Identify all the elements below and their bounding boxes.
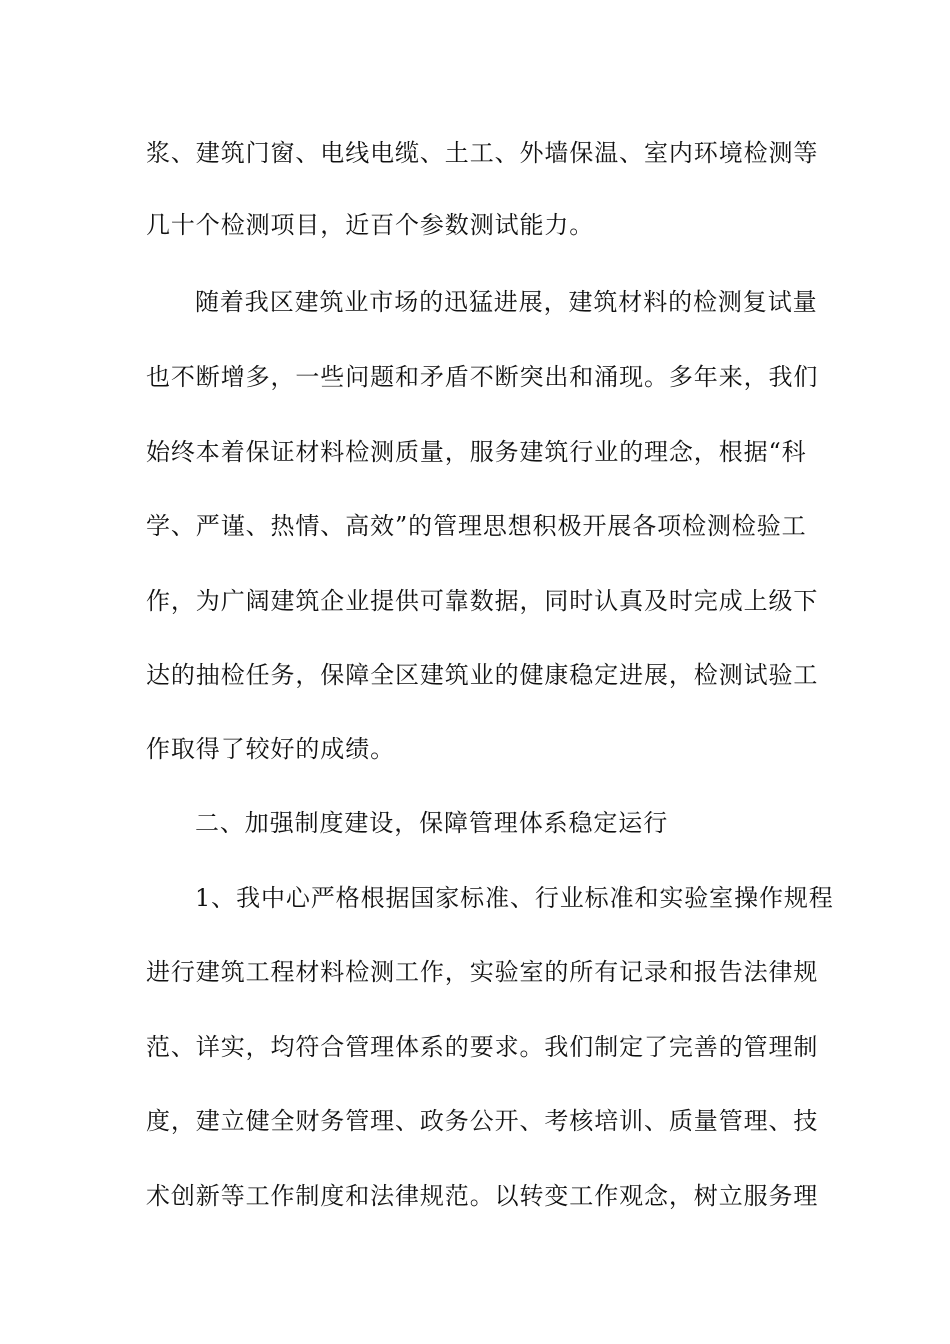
text-line: 学、严谨、热情、高效”的管理思想积极开展各项检测检验工 bbox=[146, 512, 807, 540]
text-line: 进行建筑工程材料检测工作，实验室的所有记录和报告法律规 bbox=[146, 958, 819, 986]
text-line: 作取得了较好的成绩。 bbox=[146, 735, 395, 763]
text-line: 范、详实，均符合管理体系的要求。我们制定了完善的管理制 bbox=[146, 1033, 819, 1061]
text-line: 浆、建筑门窗、电线电缆、土工、外墙保温、室内环境检测等 bbox=[146, 139, 819, 167]
text-line: 始终本着保证材料检测质量，服务建筑行业的理念，根据“科 bbox=[146, 438, 807, 466]
paragraph-first-line: 1、我中心严格根据国家标准、行业标准和实验室操作规程 bbox=[195, 884, 834, 912]
text-line: 也不断增多，一些问题和矛盾不断突出和涌现。多年来，我们 bbox=[146, 363, 819, 391]
section-heading: 二、加强制度建设，保障管理体系稳定运行 bbox=[195, 809, 669, 837]
text-line: 作，为广阔建筑企业提供可靠数据，同时认真及时完成上级下 bbox=[146, 587, 819, 615]
text-line: 度，建立健全财务管理、政务公开、考核培训、质量管理、技 bbox=[146, 1107, 819, 1135]
paragraph-first-line: 随着我区建筑业市场的迅猛进展，建筑材料的检测复试量 bbox=[195, 288, 818, 316]
text-line: 几十个检测项目，近百个参数测试能力。 bbox=[146, 211, 595, 239]
text-line: 达的抽检任务，保障全区建筑业的健康稳定进展，检测试验工 bbox=[146, 661, 819, 689]
text-line: 术创新等工作制度和法律规范。以转变工作观念，树立服务理 bbox=[146, 1182, 819, 1210]
